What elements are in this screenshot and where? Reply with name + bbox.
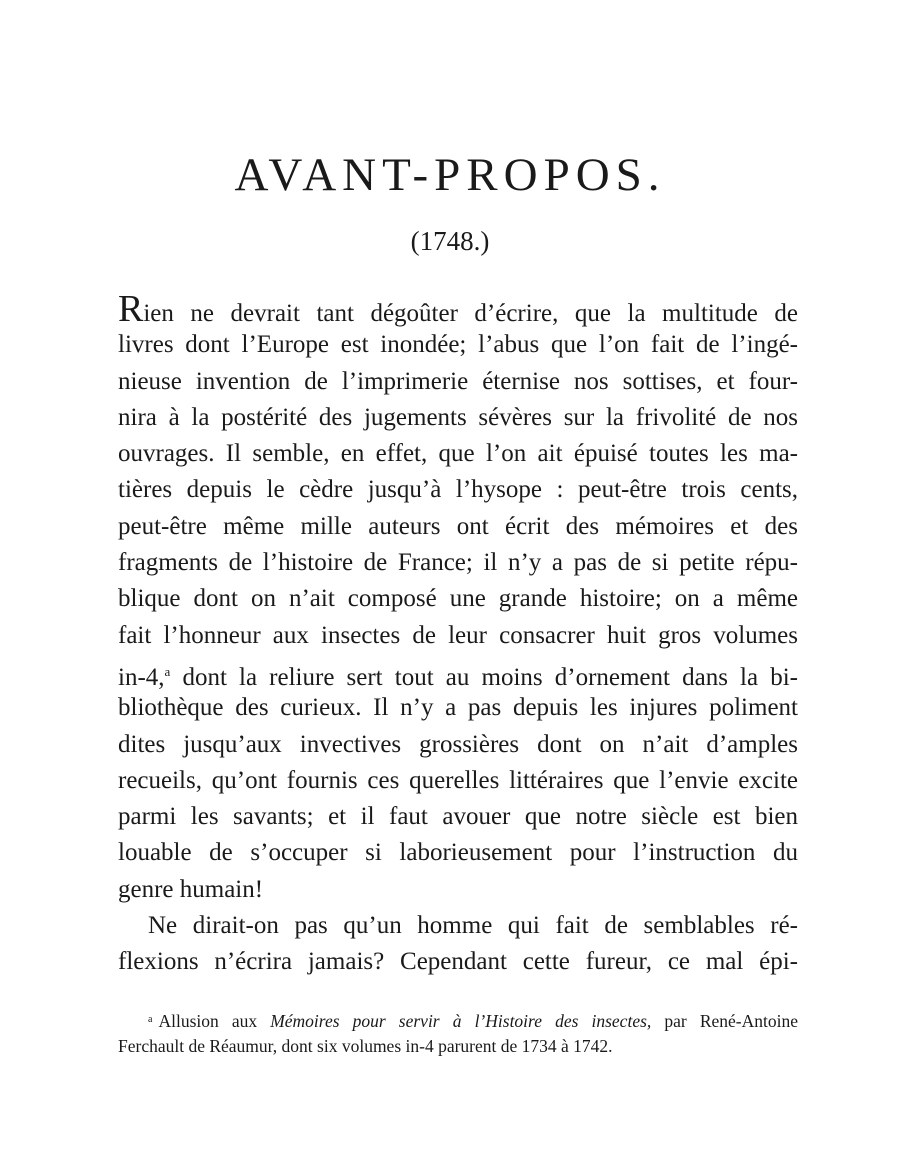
text-line: peut-être même mille auteurs ont écrit des mémoires et des (118, 512, 798, 540)
footnote-book-title: Mémoires pour servir à l’Histoire des insectes, (270, 1011, 652, 1031)
text-line: livres dont l’Europe est inondée; l’abus que l’on fait de l’ingé- (118, 331, 798, 359)
text-line: Ne dirait-on pas qu’un homme qui fait de semblables ré- (148, 912, 798, 940)
line-text: ien ne devrait tant dégoûter d’écrire, que la multitude de (143, 300, 798, 327)
text-line (118, 654, 798, 690)
footnote-text: Allusion aux (158, 1011, 271, 1031)
text-line: flexions n’écrira jamais? Cependant cette fureur, ce mal épi- (118, 948, 798, 976)
text-line: fragments de l’histoire de France; il n’y a pas de si petite répu- (118, 549, 798, 577)
text-line: ouvrages. Il semble, en effet, que l’on ait épuisé toutes les ma- (118, 440, 798, 468)
year-subtitle: (1748.) (410, 226, 490, 256)
footnote-ref: a (164, 663, 171, 679)
footnote (118, 1007, 798, 1059)
footnote-line (118, 1007, 798, 1033)
footnote-text: par René-Antoine (651, 1011, 798, 1031)
line-text: in-4, (118, 663, 165, 691)
footnote-mark: a (148, 1014, 153, 1025)
text-line: genre humain! (118, 875, 264, 903)
text-line: blique dont on n’ait composé une grande histoire; on a même (118, 585, 798, 613)
footnote-line: Ferchault de Réaumur, dont six volumes in-4 parurent de 1734 à 1742. (118, 1036, 613, 1056)
page-title: AVANT-PROPOS. (234, 149, 666, 201)
text-line: fait l’honneur aux insectes de leur consacrer huit gros volumes (118, 621, 798, 649)
text-line: bliothèque des curieux. Il n’y a pas depuis les injures poliment (118, 694, 798, 722)
text-line (118, 288, 798, 330)
line-text: dont la reliure sert tout au moins d’ornement dans la bi- (170, 663, 798, 691)
text-line: tières depuis le cèdre jusqu’à l’hysope : peut-être trois cents, (118, 476, 798, 504)
text-line: parmi les savants; et il faut avouer que notre siècle est bien (118, 803, 798, 831)
text-line: louable de s’occuper si laborieusement pour l’instruction du (118, 839, 798, 867)
text-line: recueils, qu’ont fournis ces querelles littéraires que l’envie excite (118, 766, 798, 794)
text-line: nieuse invention de l’imprimerie éternise nos sottises, et four- (118, 367, 798, 395)
text-line: dites jusqu’aux invectives grossières dont on n’ait d’amples (118, 730, 798, 758)
text-line: nira à la postérité des jugements sévères sur la frivolité de nos (118, 403, 798, 431)
drop-cap: R (118, 288, 144, 330)
main-text (118, 288, 798, 981)
